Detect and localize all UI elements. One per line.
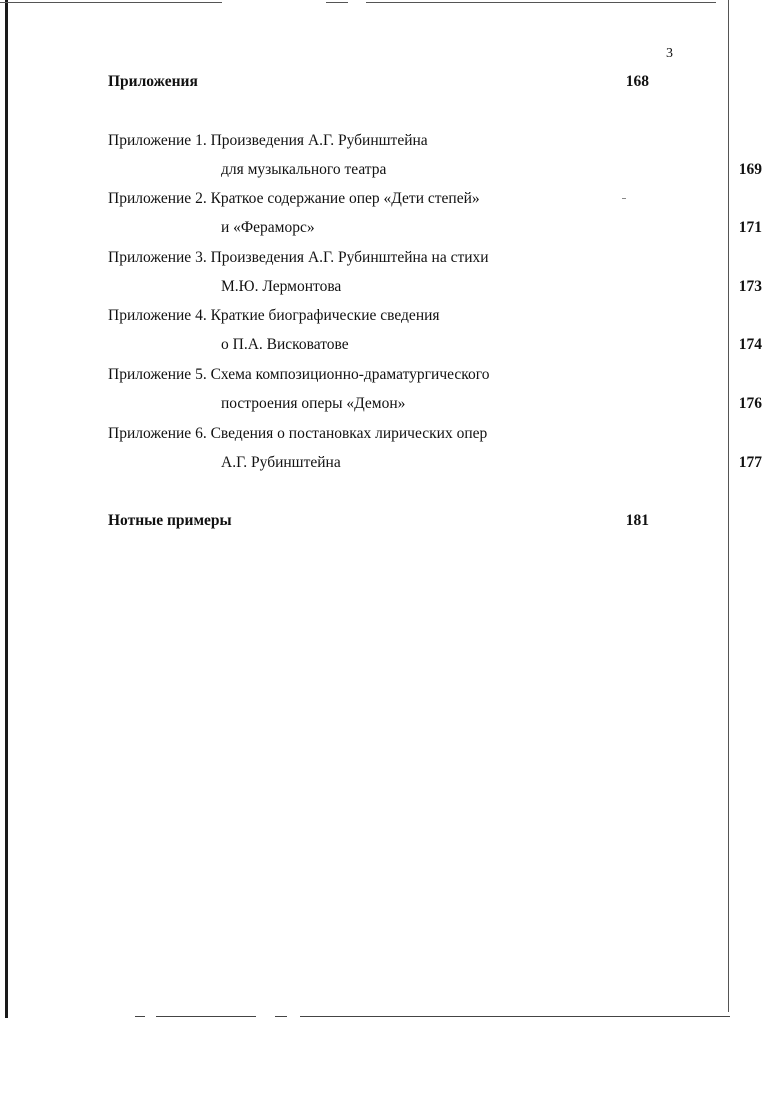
scan-bottom-line: [156, 1016, 256, 1017]
toc-entry-line: [108, 189, 649, 209]
scan-bottom-line: [300, 1016, 730, 1017]
toc-entry-title: Приложение 6. Сведения о постановках лирических опер: [108, 425, 488, 442]
toc-entry-line: [108, 218, 762, 238]
toc-entry-subtitle: для музыкального театра: [221, 161, 387, 178]
scan-top-line: [0, 2, 222, 3]
toc-page-number: 176: [738, 395, 762, 412]
toc-entry-subtitle: А.Г. Рубинштейна: [221, 454, 341, 471]
toc-entry-line: [108, 131, 649, 151]
scan-bottom-line: [135, 1016, 145, 1017]
toc-entry-subtitle: построения оперы «Демон»: [221, 395, 406, 412]
toc-entry-line: [108, 335, 762, 355]
toc-entry-subtitle: М.Ю. Лермонтова: [221, 278, 342, 295]
toc-entry-title: Приложение 1. Произведения А.Г. Рубинштейна: [108, 132, 428, 149]
toc-page-number: 171: [738, 219, 762, 236]
toc-entry-line: [108, 424, 649, 444]
toc-page-number: 177: [738, 454, 762, 471]
toc-entry-subtitle: о П.А. Висковатове: [221, 336, 349, 353]
toc-heading-appendices: [108, 72, 649, 92]
scan-edge-left: [5, 0, 8, 1018]
toc-heading-notes: [108, 511, 649, 531]
toc-page-number: 169: [738, 161, 762, 178]
toc-entry-line: [108, 453, 762, 473]
toc-page-number: 168: [625, 73, 649, 90]
scan-edge-right: [728, 0, 729, 1012]
toc-entry-line: [108, 277, 762, 297]
toc-entry-subtitle: и «Фераморс»: [221, 219, 315, 236]
scan-top-line: [326, 2, 348, 3]
toc-page-number: 173: [738, 278, 762, 295]
toc-heading-label: Приложения: [108, 73, 198, 90]
page-number: 3: [666, 46, 673, 61]
toc-entry-line: [108, 248, 649, 268]
toc-heading-label: Нотные примеры: [108, 512, 232, 529]
toc-entry-line: [108, 306, 649, 326]
toc-entry-title: Приложение 5. Схема композиционно-драматургического: [108, 366, 490, 383]
toc-entry-title: Приложение 2. Краткое содержание опер «Дети степей»: [108, 190, 480, 207]
toc-entry-line: [108, 365, 649, 385]
toc-page-number: 174: [738, 336, 762, 353]
scan-top-line: [366, 2, 716, 3]
toc-page-number: 181: [625, 512, 649, 529]
toc-entry-line: [108, 160, 762, 180]
scan-bottom-line: [275, 1016, 287, 1017]
toc-entry-title: Приложение 3. Произведения А.Г. Рубинштейна на стихи: [108, 249, 489, 266]
toc-entry-title: Приложение 4. Краткие биографические сведения: [108, 307, 440, 324]
toc-entry-line: [108, 394, 762, 414]
